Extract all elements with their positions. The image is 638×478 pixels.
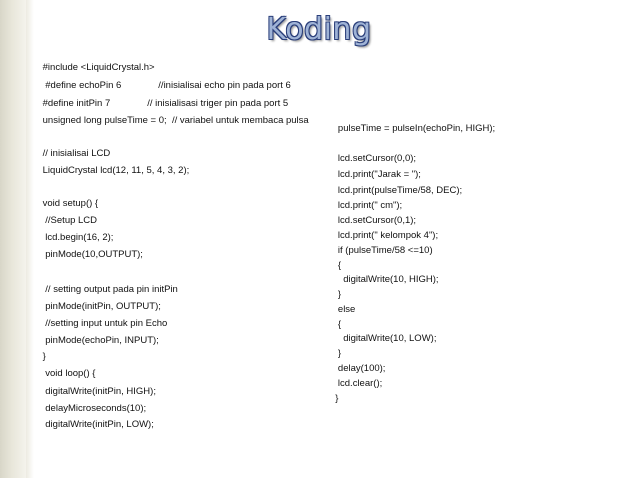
code-line: lcd.print(pulseTime/58, DEC); (330, 185, 463, 196)
code-line: { (330, 260, 342, 271)
code-line: lcd.print(" cm"); (330, 200, 403, 211)
code-line: // inisialisai LCD (40, 148, 111, 159)
code-line: digitalWrite(initPin, LOW); (40, 419, 154, 430)
code-line: digitalWrite(initPin, HIGH); (40, 386, 156, 397)
code-line: lcd.begin(16, 2); (40, 232, 114, 243)
code-line: lcd.print(" kelompok 4"); (330, 230, 439, 241)
code-line: //setting input untuk pin Echo (40, 318, 168, 329)
code-line: digitalWrite(10, HIGH); (330, 274, 439, 285)
decorative-side-texture (0, 0, 26, 478)
code-line: if (pulseTime/58 <=10) (330, 245, 433, 256)
slide-title: Koding (266, 12, 372, 47)
code-line: pulseTime = pulseIn(echoPin, HIGH); (330, 123, 496, 134)
code-line: else (330, 304, 356, 315)
code-line: #define echoPin 6 //inisialisai echo pin pada port 6 (40, 80, 291, 91)
code-line: } (330, 348, 342, 359)
code-line: delay(100); (330, 363, 386, 374)
code-line: } (40, 351, 46, 362)
code-line: //Setup LCD (40, 215, 98, 226)
code-line: void setup() { (40, 198, 99, 209)
code-line: { (330, 319, 342, 330)
code-line: // setting output pada pin initPin (40, 284, 178, 295)
code-line: lcd.clear(); (330, 378, 383, 389)
code-line: } (330, 289, 342, 300)
code-line: pinMode(10,OUTPUT); (40, 249, 143, 260)
code-line: delayMicroseconds(10); (40, 403, 147, 414)
code-line: pinMode(initPin, OUTPUT); (40, 301, 161, 312)
code-line: void loop() { (40, 368, 96, 379)
code-line: unsigned long pulseTime = 0; // variabel untuk membaca pulsa (40, 115, 309, 126)
code-line: #include <LiquidCrystal.h> (40, 62, 155, 73)
code-line: digitalWrite(10, LOW); (330, 333, 437, 344)
code-line: pinMode(echoPin, INPUT); (40, 335, 159, 346)
code-line: lcd.setCursor(0,1); (330, 215, 417, 226)
code-line: } (330, 393, 339, 404)
code-line: LiquidCrystal lcd(12, 11, 5, 4, 3, 2); (40, 165, 190, 176)
code-line: lcd.print("Jarak = "); (330, 169, 421, 180)
code-line: #define initPin 7 // inisialisasi triger pin pada port 5 (40, 98, 289, 109)
code-line: lcd.setCursor(0,0); (330, 153, 417, 164)
